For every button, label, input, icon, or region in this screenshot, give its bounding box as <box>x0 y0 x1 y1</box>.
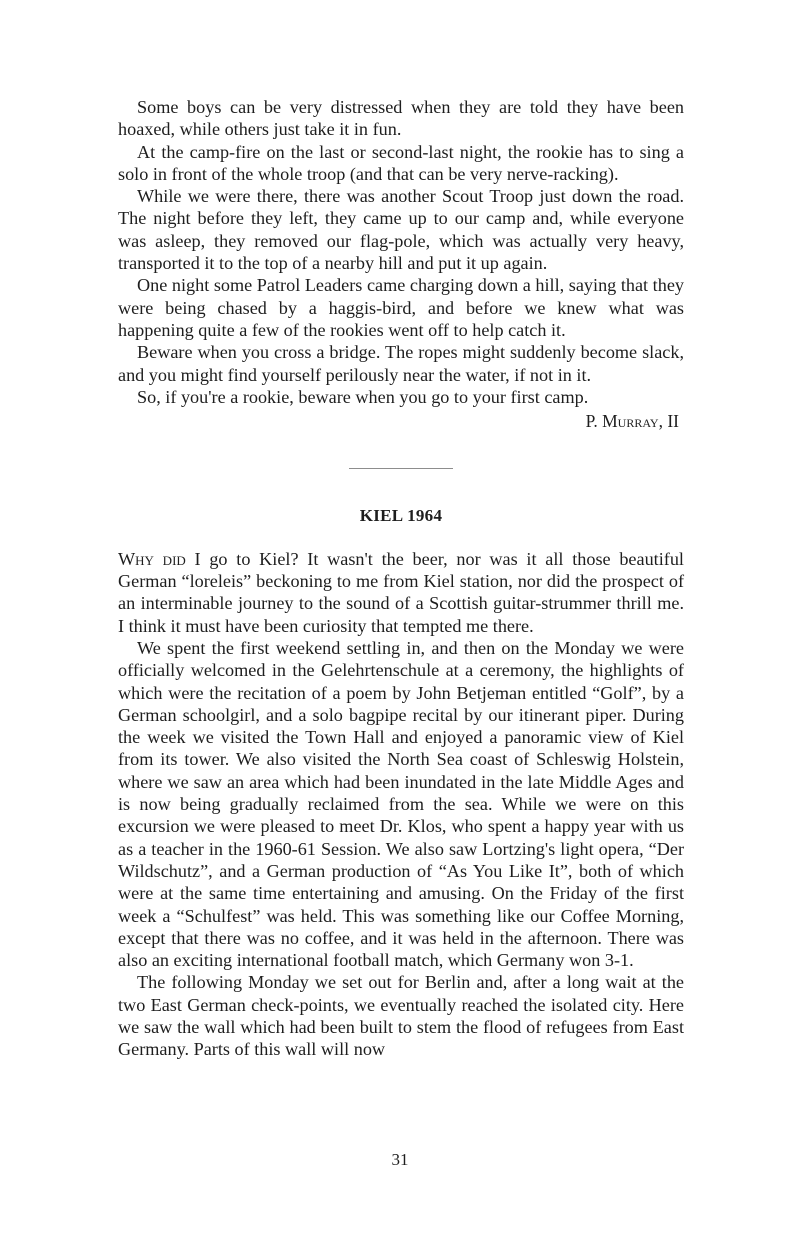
paragraph: At the camp-fire on the last or second-last night, the rookie has to sing a solo in front of the whole troop (and that can be very nerve-racking). <box>118 141 684 184</box>
page-number: 31 <box>391 1150 409 1169</box>
page-body <box>118 96 684 1061</box>
paragraph: One night some Patrol Leaders came charging down a hill, saying that they were being chased by a haggis-bird, and before we knew what was happening quite a few of the rookies went off to help catch it. <box>118 275 684 340</box>
kiel-article <box>118 505 684 1060</box>
paragraph: We spent the first weekend settling in, and then on the Monday we were officially welcomed in the Gelehrtenschule at a ceremony, the highlights of which were the recitation of a poem by John Betjeman entitled “Golf”, by a German schoolgirl, and a solo bagpipe recital by our itinerant piper. During the week we visited the Town Hall and enjoyed a panoramic view of Kiel from its tower. We also visited the North Sea coast of Schleswig Holstein, where we saw an area which had been inundated in the late Middle Ages and is now being gradually reclaimed from the sea. While we were on this excursion we were pleased to meet Dr. Klos, who spent a happy year with us as a teacher in the 1960-61 Session. We also saw Lortzing's light opera, “Der Wildschutz”, and a German production of “As You Like It”, both of which were at the same time entertaining and amusing. On the Friday of the first week a “Schulfest” was held. This was something like our Coffee Morning, except that there was no coffee, and it was held in the afternoon. There was also an exciting international football match, which Germany won 3-1. <box>118 637 684 971</box>
paragraph <box>118 548 684 637</box>
paragraph-text: I go to Kiel? It wasn't the beer, nor was it all those beautiful German “loreleis” beckoning to me from Kiel station, nor did the prospect of an interminable journey to the sound of a Scottish guitar-strummer thrill me. I think it must have been curiosity that tempted me there. <box>118 548 684 636</box>
author-surname: Murray, <box>602 411 663 432</box>
paragraph: While we were there, there was another Scout Troop just down the road. The night before they left, they came up to our camp and, while everyone was asleep, they removed our flag-pole, which was actually very heavy, transported it to the top of a nearby hill and put it up again. <box>118 186 684 274</box>
article-title: KIEL 1964 <box>359 506 443 526</box>
section-divider <box>349 468 453 469</box>
author-signature <box>118 410 679 432</box>
paragraph: The following Monday we set out for Berlin and, after a long wait at the two East German check-points, we eventually reached the isolated city. Here we saw the wall which had been built to stem the flood of refugees from East Germany. Parts of this wall will now <box>118 972 684 1060</box>
paragraph: So, if you're a rookie, beware when you go to your first camp. <box>137 386 589 407</box>
prior-article <box>118 96 684 432</box>
author-initial: P. <box>585 411 598 432</box>
lead-in: Why did <box>118 548 186 569</box>
paragraph: Some boys can be very distressed when they are told they have been hoaxed, while others just take it in fun. <box>118 97 684 140</box>
author-form: II <box>667 411 679 432</box>
paragraph: Beware when you cross a bridge. The ropes might suddenly become slack, and you might find yourself perilously near the water, if not in it. <box>118 342 684 385</box>
